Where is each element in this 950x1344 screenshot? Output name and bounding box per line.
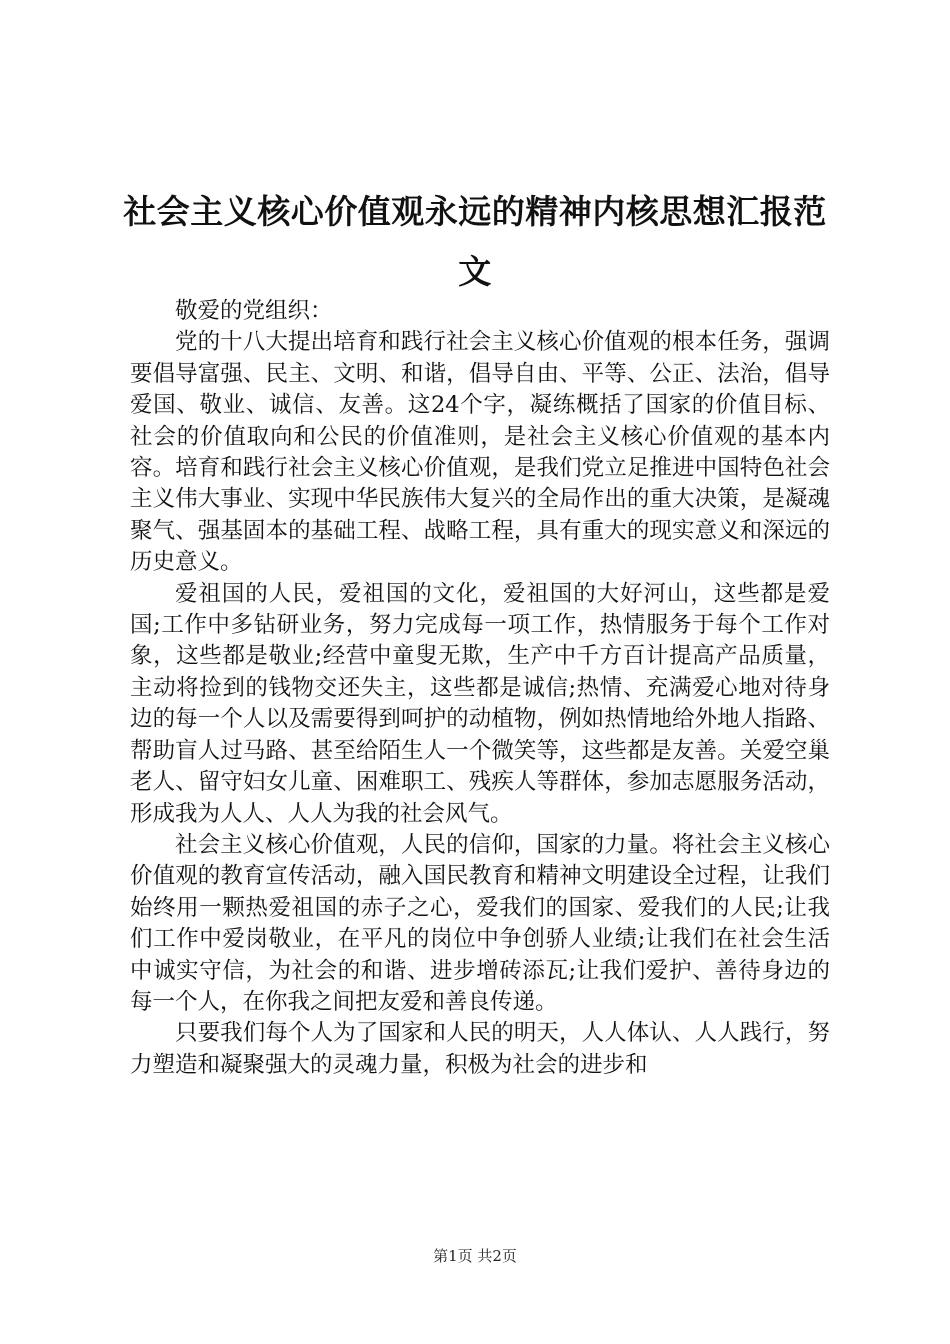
paragraph: 爱祖国的人民，爱祖国的文化，爱祖国的大好河山，这些都是爱国;工作中多钻研业务，努力完成每一项工作，热情服务于每个工作对象，这些都是敬业;经营中童叟无欺，生产中千方百计提高产品质量，主动将捡到的钱物交还失主，这些都是诚信;热情、充满爱心地对待身边的每一个人以及需要得到呵护的动植物，例如热情地给外地人指路、帮助盲人过马路、甚至给陌生人一个微笑等，这些都是友善。关爱空巢老人、留守妇女儿童、困难职工、残疾人等群体，参加志愿服务活动，形成我为人人、人人为我的社会风气。 <box>130 580 830 827</box>
paragraph: 党的十八大提出培育和践行社会主义核心价值观的根本任务，强调要倡导富强、民主、文明、和谐，倡导自由、平等、公正、法治，倡导爱国、敬业、诚信、友善。这24个字，凝练概括了国家的价值目标、社会的价值取向和公民的价值准则，是社会主义核心价值观的基本内容。培育和践行社会主义核心价值观，是我们党立足推进中国特色社会主义伟大事业、实现中华民族伟大复兴的全局作出的重大决策，是凝魂聚气、强基固本的基础工程、战略工程，具有重大的现实意义和深远的历史意义。 <box>130 329 830 576</box>
salutation: 敬爱的党组织： <box>175 298 333 324</box>
paragraph: 只要我们每个人为了国家和人民的明天，人人体认、人人践行，努力塑造和凝聚强大的灵魂力量，积极为社会的进步和 <box>130 1020 830 1078</box>
paragraph: 社会主义核心价值观，人民的信仰，国家的力量。将社会主义核心价值观的教育宣传活动，融入国民教育和精神文明建设全过程，让我们始终用一颗热爱祖国的赤子之心，爱我们的国家、爱我们的人民;让我们工作中爱岗敬业，在平凡的岗位中争创骄人业绩;让我们在社会生活中诚实守信，为社会的和谐、进步增砖添瓦;让我们爱护、善待身边的每一个人，在你我之间把友爱和善良传递。 <box>130 831 830 1015</box>
document-body <box>130 296 830 1081</box>
page-footer: 第1页 共2页 <box>433 1247 517 1265</box>
document-title: 社会主义核心价值观永远的精神内核思想汇报范文 <box>123 192 827 291</box>
